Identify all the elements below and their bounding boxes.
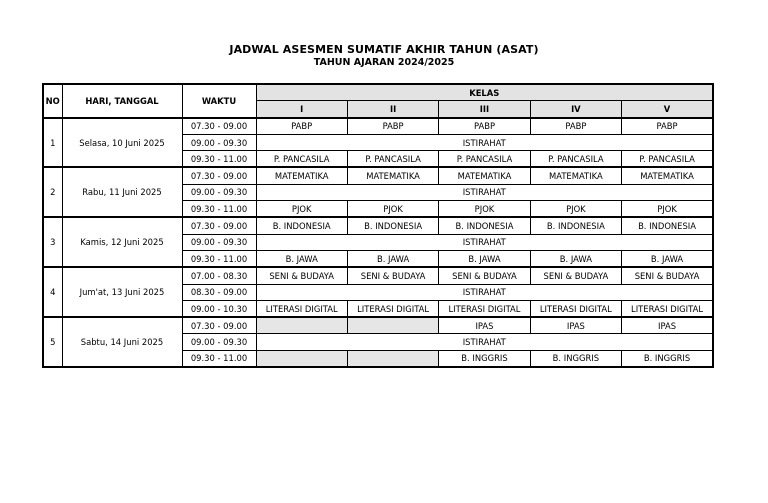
break-cell: ISTIRAHAT	[256, 184, 713, 200]
header-class-1: I	[256, 101, 347, 118]
subject-cell: PJOK	[256, 201, 347, 218]
break-cell: ISTIRAHAT	[256, 134, 713, 150]
subject-cell: B. JAWA	[622, 250, 713, 267]
schedule-row	[43, 118, 713, 135]
document-subtitle: TAHUN AJARAN 2024/2025	[313, 57, 455, 68]
day-date: Jum'at, 13 Juni 2025	[62, 267, 182, 317]
subject-cell: SENI & BUDAYA	[347, 267, 438, 284]
time-slot: 09.00 - 09.30	[182, 334, 256, 350]
empty-cell	[256, 317, 347, 334]
header-class-3: III	[439, 101, 530, 118]
time-slot: 09.00 - 09.30	[182, 134, 256, 150]
subject-cell: LITERASI DIGITAL	[439, 300, 530, 317]
subject-cell: P. PANCASILA	[439, 151, 530, 168]
header-day-date: HARI, TANGGAL	[62, 84, 182, 118]
break-cell: ISTIRAHAT	[256, 334, 713, 350]
empty-cell	[256, 350, 347, 367]
subject-cell: SENI & BUDAYA	[256, 267, 347, 284]
subject-cell: PJOK	[622, 201, 713, 218]
subject-cell: LITERASI DIGITAL	[347, 300, 438, 317]
subject-cell: B. INDONESIA	[347, 217, 438, 234]
time-slot: 07.30 - 09.00	[182, 118, 256, 135]
subject-cell: B. INDONESIA	[439, 217, 530, 234]
subject-cell: MATEMATIKA	[347, 167, 438, 184]
time-slot: 07.30 - 09.00	[182, 217, 256, 234]
time-slot: 08.30 - 09.00	[182, 284, 256, 300]
time-slot: 09.30 - 11.00	[182, 201, 256, 218]
header-kelas: KELAS	[256, 84, 713, 101]
day-number: 5	[43, 317, 62, 367]
subject-cell: B. INGGRIS	[622, 350, 713, 367]
day-date: Sabtu, 14 Juni 2025	[62, 317, 182, 367]
time-slot: 07.30 - 09.00	[182, 167, 256, 184]
day-date: Rabu, 11 Juni 2025	[62, 167, 182, 217]
day-number: 2	[43, 167, 62, 217]
day-number: 4	[43, 267, 62, 317]
header-class-2: II	[347, 101, 438, 118]
subject-cell: B. INDONESIA	[530, 217, 621, 234]
time-slot: 07.00 - 08.30	[182, 267, 256, 284]
time-slot: 09.00 - 09.30	[182, 234, 256, 250]
subject-cell: IPAS	[439, 317, 530, 334]
day-date: Kamis, 12 Juni 2025	[62, 217, 182, 267]
time-slot: 09.30 - 11.00	[182, 350, 256, 367]
subject-cell: PJOK	[439, 201, 530, 218]
subject-cell: B. INGGRIS	[530, 350, 621, 367]
schedule-row	[43, 167, 713, 184]
subject-cell: LITERASI DIGITAL	[622, 300, 713, 317]
subject-cell: B. JAWA	[530, 250, 621, 267]
subject-cell: SENI & BUDAYA	[530, 267, 621, 284]
time-slot: 09.00 - 10.30	[182, 300, 256, 317]
empty-cell	[347, 317, 438, 334]
subject-cell: LITERASI DIGITAL	[256, 300, 347, 317]
day-number: 1	[43, 118, 62, 168]
subject-cell: B. INDONESIA	[622, 217, 713, 234]
header-class-5: V	[622, 101, 713, 118]
empty-cell	[347, 350, 438, 367]
subject-cell: P. PANCASILA	[347, 151, 438, 168]
schedule-table	[42, 83, 714, 368]
day-number: 3	[43, 217, 62, 267]
subject-cell: P. PANCASILA	[256, 151, 347, 168]
subject-cell: SENI & BUDAYA	[439, 267, 530, 284]
subject-cell: SENI & BUDAYA	[622, 267, 713, 284]
subject-cell: MATEMATIKA	[256, 167, 347, 184]
subject-cell: IPAS	[622, 317, 713, 334]
subject-cell: P. PANCASILA	[530, 151, 621, 168]
subject-cell: MATEMATIKA	[622, 167, 713, 184]
subject-cell: LITERASI DIGITAL	[530, 300, 621, 317]
subject-cell: MATEMATIKA	[439, 167, 530, 184]
subject-cell: B. INGGRIS	[439, 350, 530, 367]
schedule-header	[43, 84, 713, 118]
break-cell: ISTIRAHAT	[256, 284, 713, 300]
header-class-4: IV	[530, 101, 621, 118]
break-cell: ISTIRAHAT	[256, 234, 713, 250]
schedule-row	[43, 317, 713, 334]
subject-cell: PABP	[622, 118, 713, 135]
schedule-row	[43, 267, 713, 284]
subject-cell: B. JAWA	[347, 250, 438, 267]
schedule-body	[43, 118, 713, 367]
time-slot: 09.30 - 11.00	[182, 250, 256, 267]
subject-cell: B. JAWA	[256, 250, 347, 267]
subject-cell: P. PANCASILA	[622, 151, 713, 168]
time-slot: 07.30 - 09.00	[182, 317, 256, 334]
subject-cell: PABP	[530, 118, 621, 135]
subject-cell: PJOK	[530, 201, 621, 218]
subject-cell: PABP	[347, 118, 438, 135]
header-no: NO	[43, 84, 62, 118]
header-time: WAKTU	[182, 84, 256, 118]
subject-cell: PABP	[256, 118, 347, 135]
subject-cell: PABP	[439, 118, 530, 135]
subject-cell: B. INDONESIA	[256, 217, 347, 234]
time-slot: 09.00 - 09.30	[182, 184, 256, 200]
time-slot: 09.30 - 11.00	[182, 151, 256, 168]
document-title: JADWAL ASESMEN SUMATIF AKHIR TAHUN (ASAT)	[229, 43, 539, 56]
schedule-row	[43, 217, 713, 234]
subject-cell: MATEMATIKA	[530, 167, 621, 184]
subject-cell: IPAS	[530, 317, 621, 334]
subject-cell: PJOK	[347, 201, 438, 218]
subject-cell: B. JAWA	[439, 250, 530, 267]
day-date: Selasa, 10 Juni 2025	[62, 118, 182, 168]
